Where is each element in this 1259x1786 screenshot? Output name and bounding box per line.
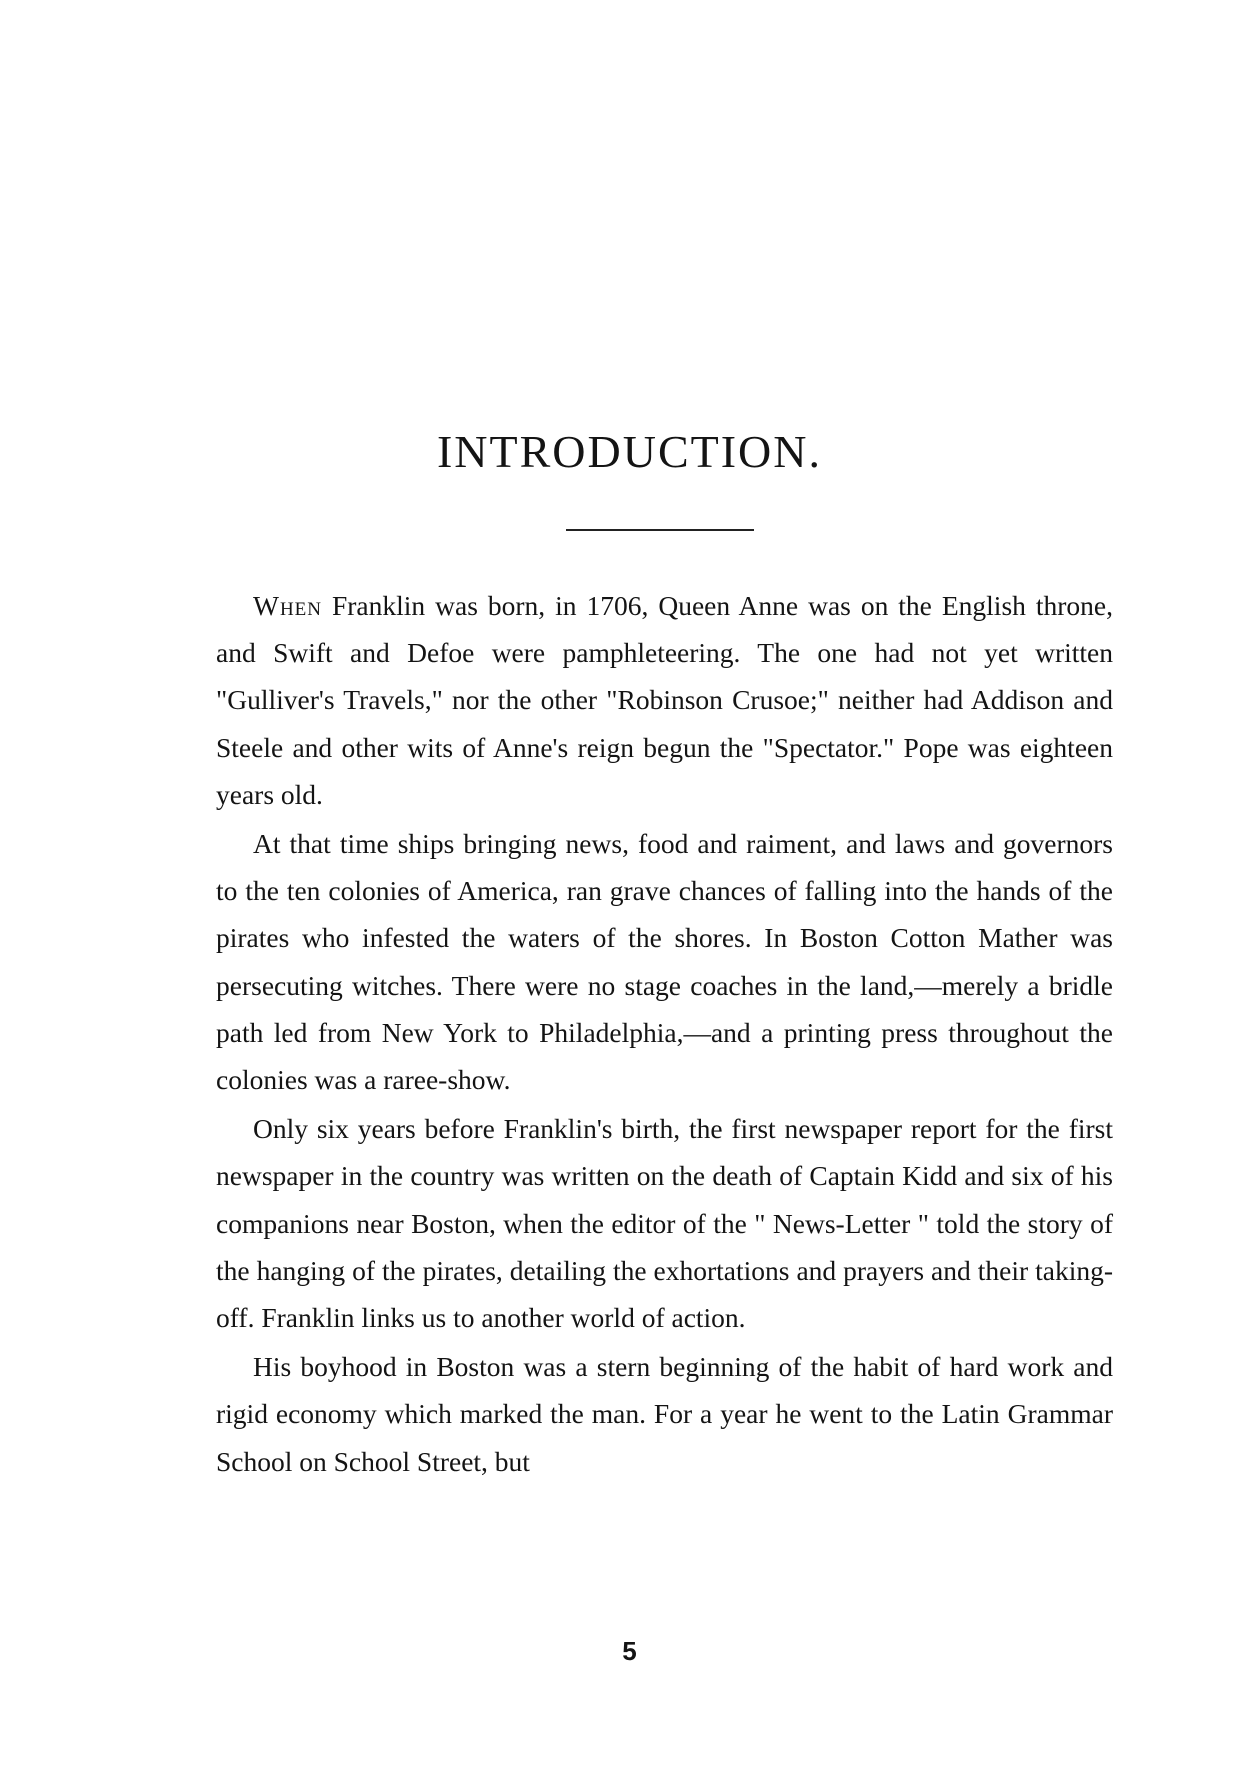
paragraph-3: Only six years before Franklin's birth, the first newspaper report for the first newspaper in the country was written on the death of Captain Kidd and six of his companions near Boston, when the editor of the " News-Letter " told the story of the hanging of the pirates, detailing the exhortations and prayers and their taking-off. Franklin links us to another world of action. (216, 1113, 1113, 1334)
paragraph-4: His boyhood in Boston was a stern beginning of the habit of hard work and rigid economy which marked the man. For a year he went to the Latin Grammar School on School Street, but (216, 1351, 1113, 1477)
paragraph-2: At that time ships bringing news, food and raiment, and laws and governors to the ten colonies of America, ran grave chances of falling into the hands of the pirates who infested the waters of the shores. In Boston Cotton Mather was persecuting witches. There were no stage coaches in the land,—merely a bridle path led from New York to Philadelphia,—and a printing press throughout the colonies was a raree-show. (216, 828, 1113, 1096)
paragraph-1-text: Franklin was born, in 1706, Queen Anne was on the English throne, and Swift and Defoe were pamphleteering. The one had not yet written "Gulliver's Travels," nor the other "Robinson Crusoe;" neither had Addison and Steele and other wits of Anne's reign begun the "Spectator." Pope was eighteen years old. (216, 590, 1113, 810)
page-number: 5 (622, 1636, 637, 1666)
body-text (216, 582, 1113, 1487)
paragraph-1 (216, 582, 1113, 818)
chapter-title: INTRODUCTION. (436, 426, 822, 477)
title-divider (566, 529, 754, 531)
paragraph-1-lead: When (253, 590, 323, 621)
